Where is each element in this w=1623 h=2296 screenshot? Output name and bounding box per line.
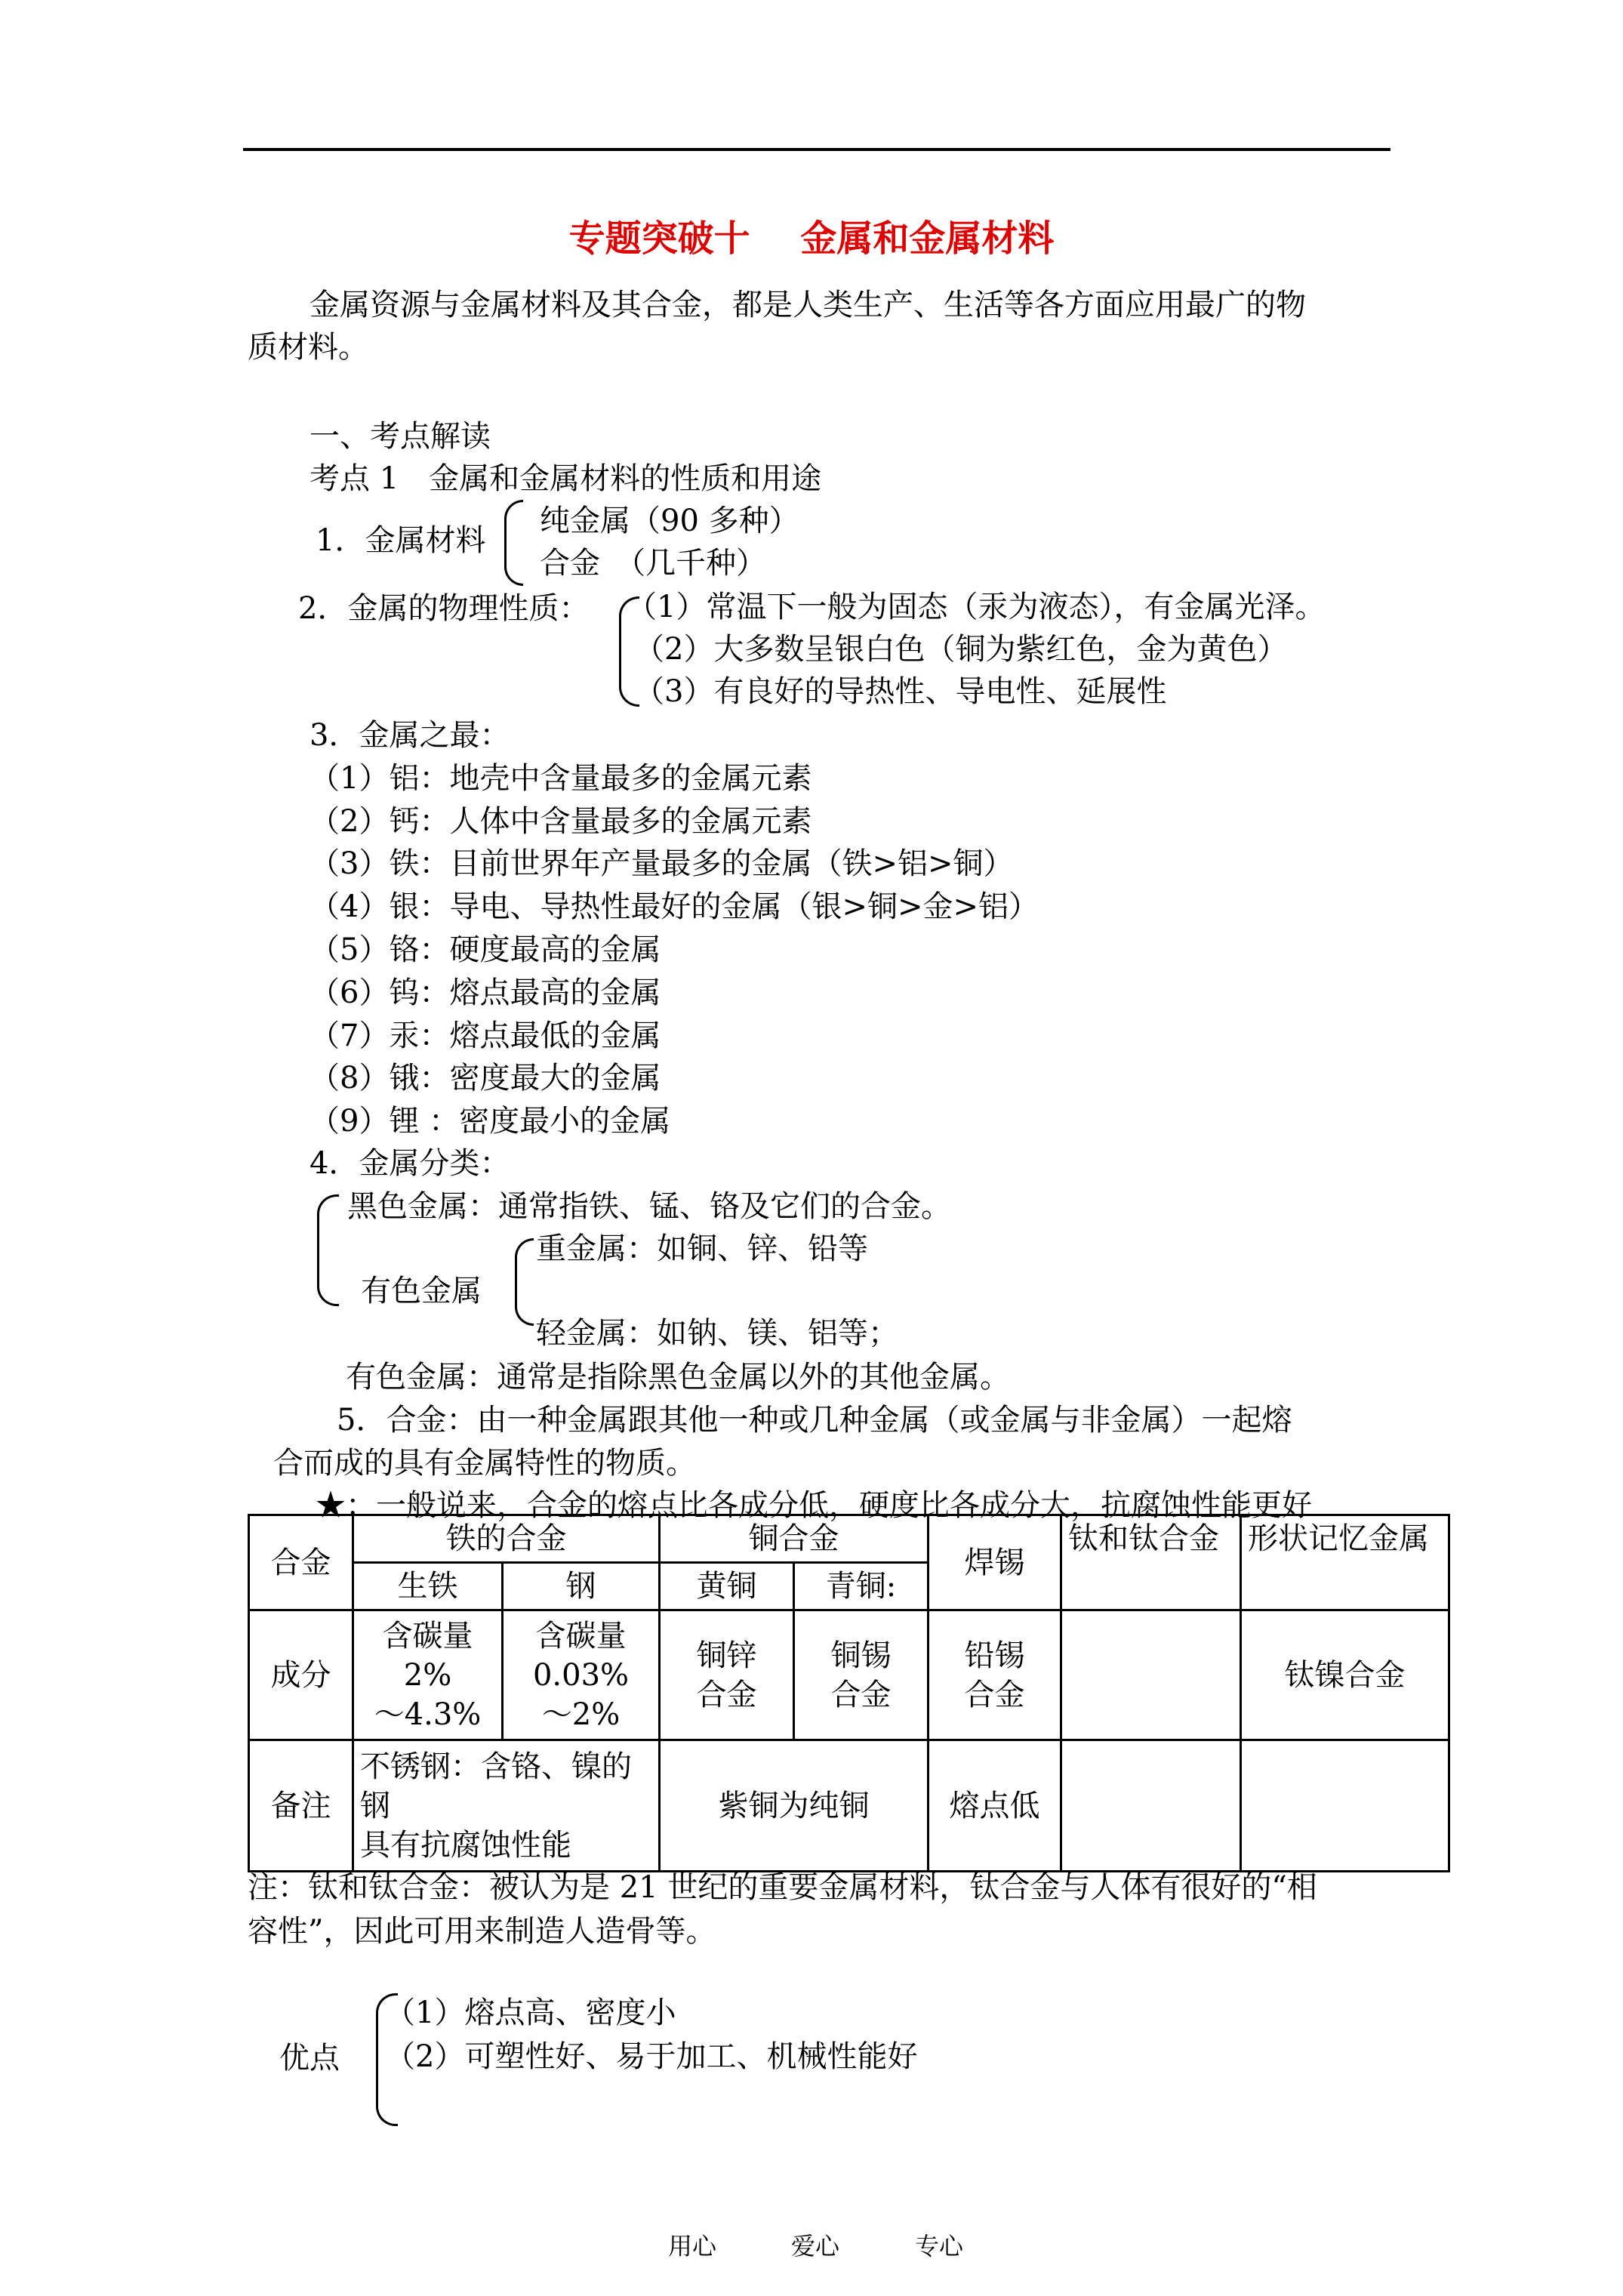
- header-bronze: 青铜:: [794, 1563, 929, 1610]
- item3-entry: （3）铁：目前世界年产量最多的金属（铁>铝>铜）: [310, 846, 1014, 881]
- titanium-note-line-2: 容性”，因此可用来制造人造骨等。: [248, 1914, 716, 1949]
- alloy-table: [248, 1514, 1450, 1872]
- comp-steel: 含碳量 0.03% ～2%: [503, 1610, 660, 1740]
- note-solder: 熔点低: [929, 1740, 1061, 1872]
- footer-text: 用心: [668, 2232, 717, 2261]
- comp-pig-iron: 含碳量 2% ～4.3%: [353, 1610, 503, 1740]
- item2-branch-1: （1）常温下一般为固态（汞为液态），有金属光泽。: [627, 590, 1326, 624]
- comp-shape-memory: 钛镍合金: [1241, 1610, 1449, 1740]
- intro-line-2: 质材料。: [248, 330, 368, 365]
- alloy-definition-line-2: 合而成的具有金属特性的物质。: [273, 1446, 696, 1481]
- light-metals: 轻金属：如钠、镁、铝等；: [536, 1316, 898, 1351]
- item3-entry: （8）锇：密度最大的金属: [310, 1061, 661, 1096]
- item4-brace: [317, 1194, 339, 1306]
- point-heading: 考点 1 金属和金属材料的性质和用途: [310, 461, 822, 496]
- intro-line-1: 金属资源与金属材料及其合金，都是人类生产、生活等各方面应用最广的物: [310, 288, 1306, 322]
- item1-branch-1: 纯金属（90 多种）: [540, 504, 799, 538]
- header-iron-alloy: 铁的合金: [353, 1515, 660, 1563]
- advantage-1: （1）熔点高、密度小: [385, 1996, 676, 2030]
- item3-label: 3．金属之最：: [310, 718, 510, 753]
- comp-titanium: [1061, 1610, 1241, 1740]
- item1-label: 1．金属材料: [316, 523, 486, 558]
- note-shape-memory: [1241, 1740, 1449, 1872]
- item2-branch-2: （2）大多数呈银白色（铜为紫红色，金为黄色）: [634, 632, 1288, 667]
- alloy-star-note: ★：一般说来，合金的熔点比各成分低，硬度比各成分大，抗腐蚀性能更好: [316, 1488, 1312, 1523]
- header-solder: 焊锡: [929, 1515, 1061, 1610]
- comp-brass: 铜锌 合金: [660, 1610, 794, 1740]
- note-copper: 紫铜为纯铜: [660, 1740, 929, 1872]
- header-brass: 黄铜: [660, 1563, 794, 1610]
- item3-entry: （7）汞：熔点最低的金属: [310, 1019, 661, 1053]
- note-titanium: [1061, 1740, 1241, 1872]
- alloy-definition-line-1: 5．合金：由一种金属跟其他一种或几种金属（或金属与非金属）一起熔: [337, 1403, 1292, 1438]
- black-metals: 黑色金属：通常指铁、锰、铬及它们的合金。: [347, 1189, 951, 1224]
- heavy-metals: 重金属：如铜、锌、铅等: [536, 1231, 868, 1266]
- header-pig-iron: 生铁: [353, 1563, 503, 1610]
- item2-label: 2．金属的物理性质：: [298, 591, 590, 626]
- item3-entry: （4）银：导电、导热性最好的金属（银>铜>金>铝）: [310, 889, 1039, 924]
- footer-text: 爱心: [791, 2232, 840, 2261]
- page-title: 专题突破十 金属和金属材料: [568, 217, 1055, 260]
- item2-branch-3: （3）有良好的导热性、导电性、延展性: [634, 674, 1167, 709]
- footer-text: 专心: [915, 2232, 964, 2261]
- header-alloy: 合金: [249, 1515, 353, 1610]
- note-iron: 不锈钢：含铬、镍的 钢 具有抗腐蚀性能: [353, 1740, 660, 1872]
- titanium-note-line-1: 注：钛和钛合金：被认为是 21 世纪的重要金属材料，钛合金与人体有很好的“相: [248, 1870, 1317, 1905]
- colored-metals-label: 有色金属: [361, 1274, 482, 1308]
- header-steel: 钢: [503, 1563, 660, 1610]
- header-rule: [243, 148, 1390, 151]
- item1-branch-2: 合金 （几千种）: [540, 546, 766, 581]
- header-titanium: 钛和钛合金: [1061, 1515, 1241, 1610]
- item4-label: 4．金属分类：: [310, 1146, 510, 1181]
- advantages-label: 优点: [279, 2041, 340, 2076]
- header-copper-alloy: 铜合金: [660, 1515, 929, 1563]
- header-shape-memory: 形状记忆金属: [1241, 1515, 1449, 1610]
- item3-entry: （1）铝：地壳中含量最多的金属元素: [310, 761, 812, 796]
- colored-metals-definition: 有色金属：通常是指除黑色金属以外的其他金属。: [346, 1360, 1010, 1395]
- item3-entry: （2）钙：人体中含量最多的金属元素: [310, 804, 812, 839]
- item3-entry: （5）铬：硬度最高的金属: [310, 932, 661, 967]
- item3-entry: （9）锂 ：密度最小的金属: [310, 1104, 671, 1139]
- row-note: 备注: [249, 1740, 353, 1872]
- comp-bronze: 铜锡 合金: [794, 1610, 929, 1740]
- item1-brace: [504, 500, 523, 586]
- item3-entry: （6）钨：熔点最高的金属: [310, 975, 661, 1010]
- comp-solder: 铅锡 合金: [929, 1610, 1061, 1740]
- section-heading: 一、考点解读: [310, 419, 491, 454]
- colored-brace: [515, 1238, 534, 1326]
- advantage-2: （2）可塑性好、易于加工、机械性能好: [385, 2039, 918, 2074]
- row-composition: 成分: [249, 1610, 353, 1740]
